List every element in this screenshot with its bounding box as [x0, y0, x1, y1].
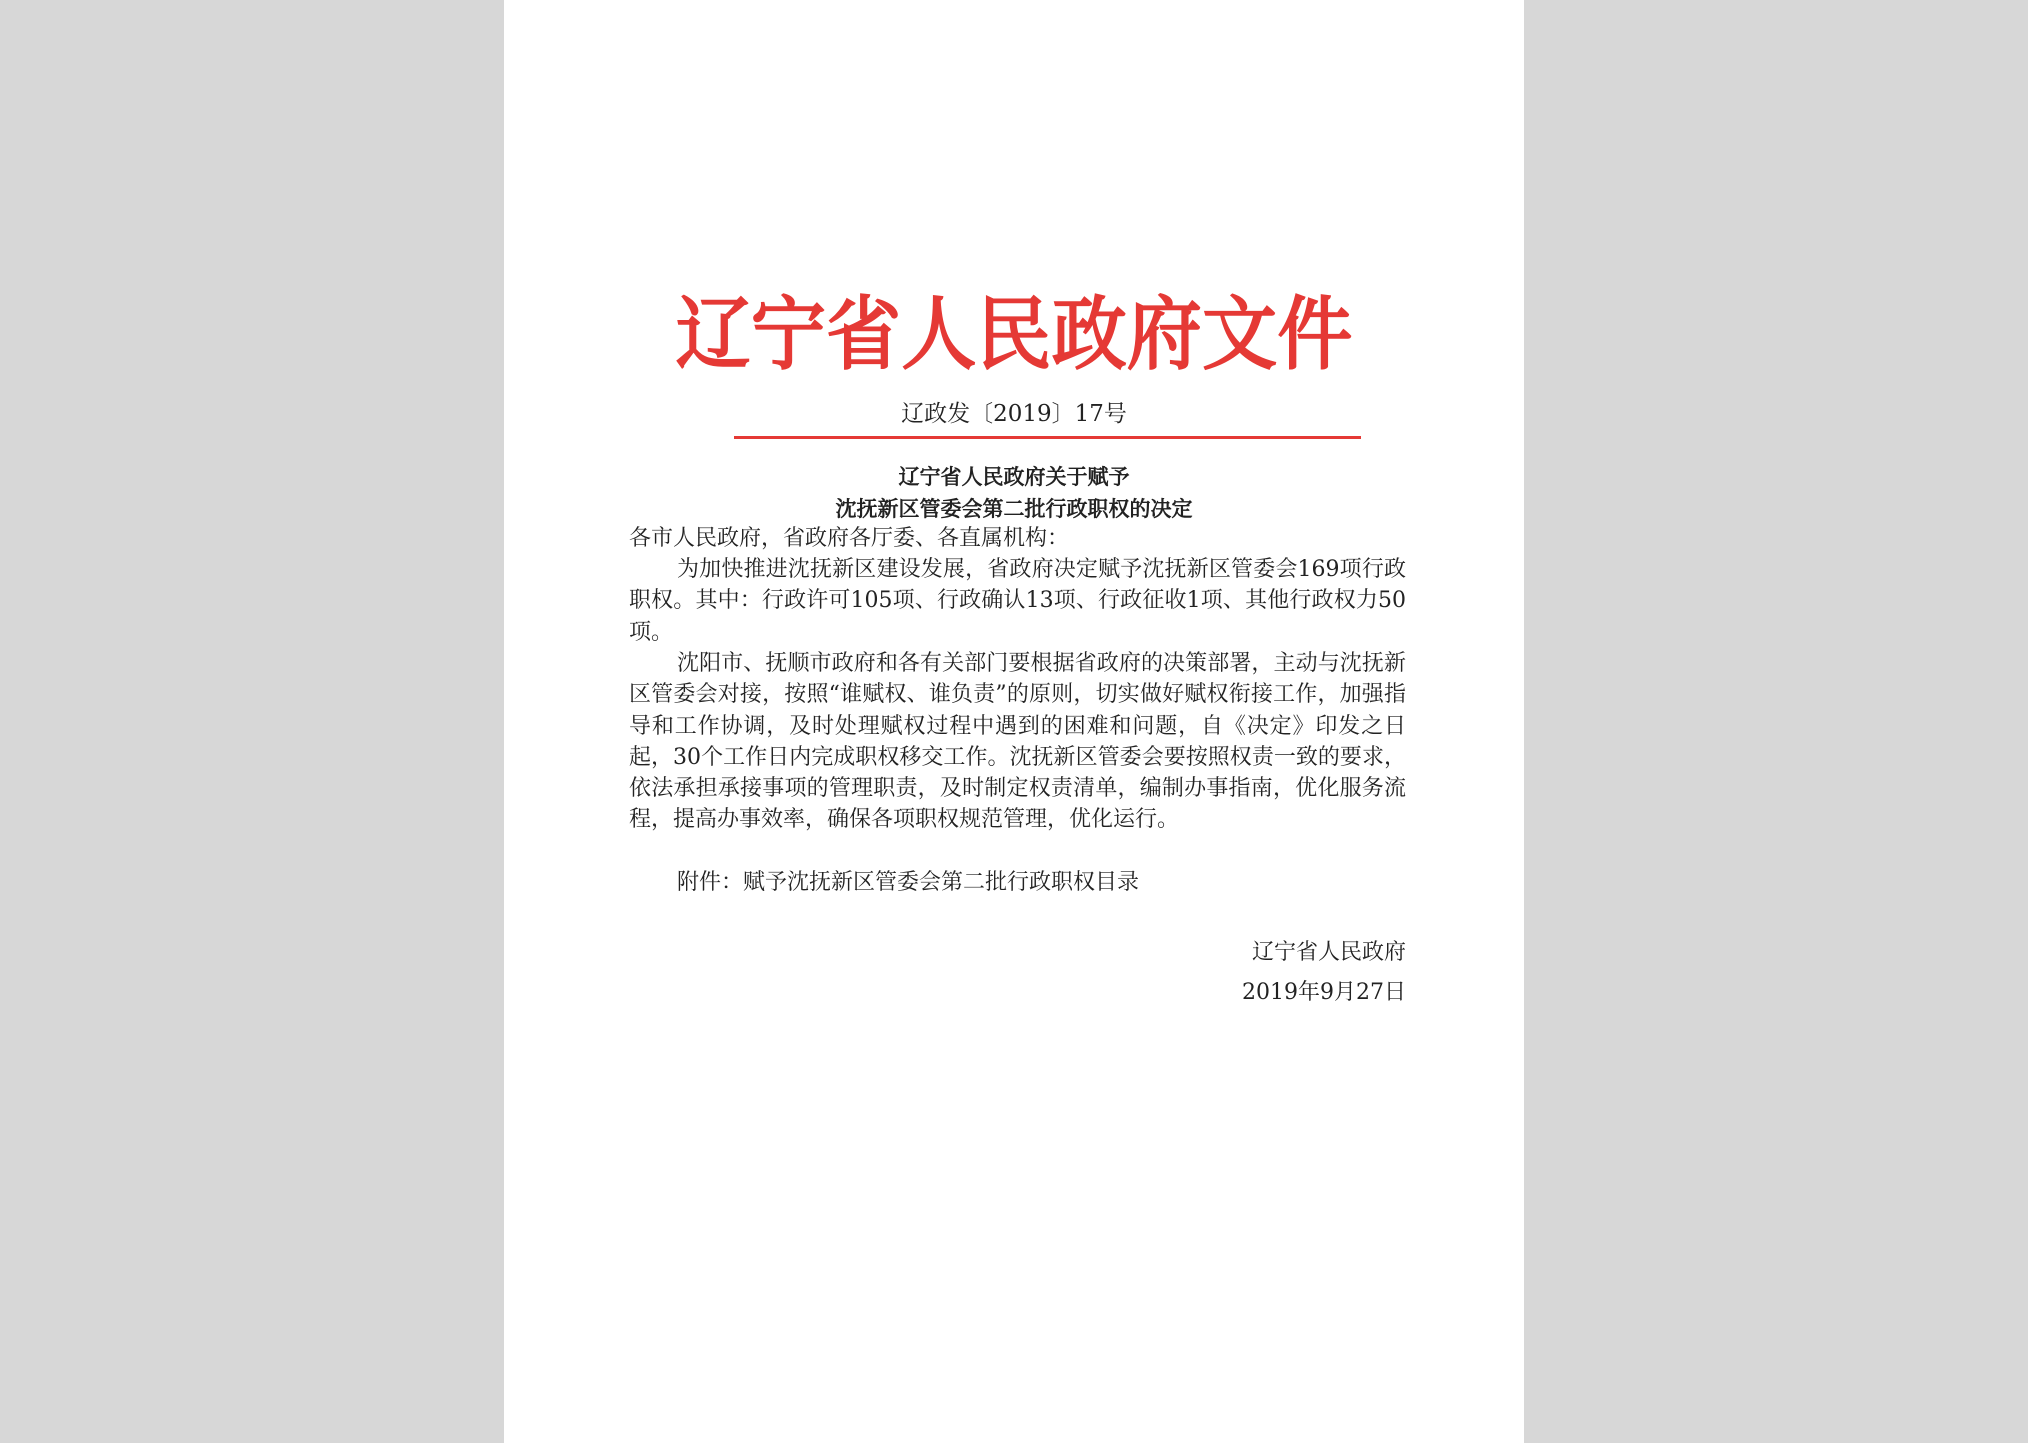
document-title-line-1: 辽宁省人民政府关于赋予	[898, 465, 1130, 489]
document-masthead: 辽宁省人民政府文件	[675, 288, 1353, 381]
signature-organization: 辽宁省人民政府	[1251, 940, 1406, 965]
document-title-line-2: 沈抚新区管委会第二批行政职权的决定	[835, 497, 1193, 521]
salutation: 各市人民政府，省政府各厅委、各直属机构：	[629, 526, 1070, 551]
body-paragraph: 沈阳市、抚顺市政府和各有关部门要根据省政府的决策部署，主动与沈抚新区管委会对接，按照“谁赋权、谁负责”的原则，切实做好赋权衔接工作，加强指导和工作协调，及时处理赋权过程中遇到的困难和问题，自《决定》印发之日起，30个工作日内完成职权移交工作。沈抚新区管委会要按照权责一致的要求，依法承担承接事项的管理职责，及时制定权责清单，编制办事指南，优化服务流程，提高办事效率，确保各项职权规范管理，优化运行。	[629, 651, 1406, 833]
document-page	[504, 0, 1524, 1443]
signature-date: 2019年9月27日	[1242, 980, 1406, 1005]
body-paragraph: 为加快推进沈抚新区建设发展，省政府决定赋予沈抚新区管委会169项行政职权。其中：行政许可105项、行政确认13项、行政征收1项、其他行政权力50项。	[629, 557, 1406, 645]
red-divider-line	[734, 436, 1361, 439]
attachment-note: 附件：赋予沈抚新区管委会第二批行政职权目录	[677, 870, 1140, 895]
document-number: 辽政发〔2019〕17号	[901, 401, 1127, 427]
